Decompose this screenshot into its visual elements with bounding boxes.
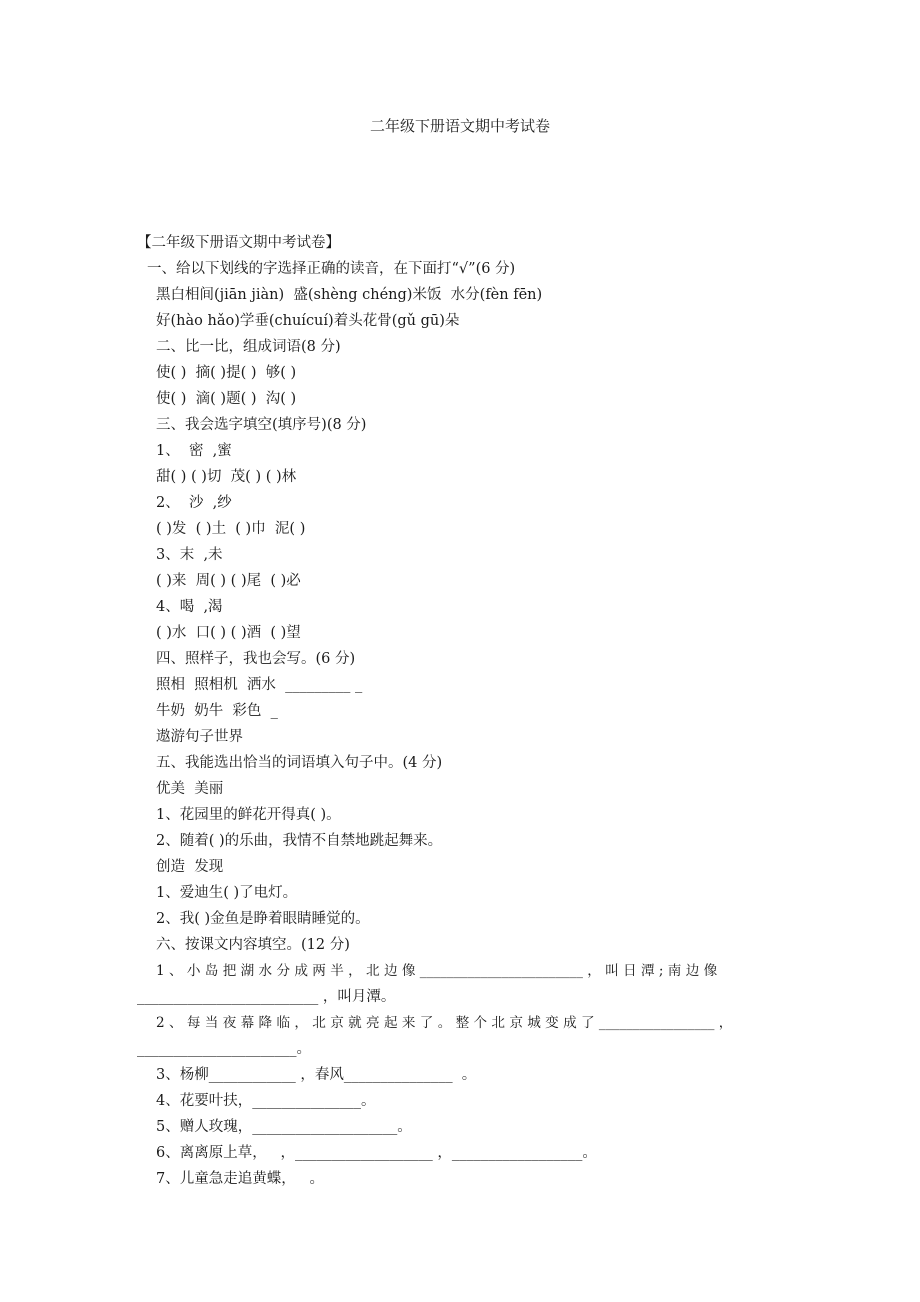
section-6-title: 六、按课文内容填空。(12 分)	[156, 937, 350, 953]
section-2-row-1: 使( ) 摘( )提( ) 够( )	[156, 365, 297, 381]
section-3-item-1-blanks: 甜( ) ( )切 茂( ) ( )林	[156, 469, 297, 485]
section-2-row-2: 使( ) 滴( )题( ) 沟( )	[156, 391, 297, 407]
section-6-q2-line-2: ______________________。	[137, 1041, 311, 1057]
section-6-q4: 4、花要叶扶，_______________。	[156, 1093, 376, 1109]
section-6-q5: 5、赠人玫瑰，____________________。	[156, 1119, 412, 1135]
section-5-sentence-1: 1、花园里的鲜花开得真( )。	[156, 807, 341, 823]
section-6-q2-line-1: 2 、 每 当 夜 幕 降 临 ， 北 京 就 亮 起 来 了 。 整 个 北 京 城 变 成 了 _________________ ，	[156, 1015, 733, 1031]
section-6-q1-line-1: 1 、 小 岛 把 湖 水 分 成 两 半 ， 北 边 像 ________________________ ， 叫 日 潭 ; 南 边 像	[156, 963, 718, 979]
section-4-row-2: 牛奶 奶牛 彩色 _	[156, 703, 278, 719]
section-3-item-2-blanks: ( )发 ( )土 ( )巾 泥( )	[156, 521, 306, 537]
section-4-row-1: 照相 照相机 洒水 _________ _	[156, 677, 363, 693]
section-5-words-2: 创造 发现	[156, 859, 224, 875]
section-1-row-2: 好(hào hǎo)学垂(chuícuí)着头花骨(gǔ gū)朵	[156, 313, 460, 329]
section-5-words-1: 优美 美丽	[156, 781, 224, 797]
section-2-title: 二、比一比，组成词语(8 分)	[156, 339, 341, 355]
page-title: 二年级下册语文期中考试卷	[369, 117, 550, 135]
document-heading: 【二年级下册语文期中考试卷】	[137, 235, 340, 251]
section-subtitle: 遨游句子世界	[156, 729, 243, 745]
section-6-q7: 7、儿童急走追黄蝶， 。	[156, 1171, 325, 1187]
section-3-item-3: 3、末 ,未	[156, 547, 223, 563]
section-1-row-1: 黑白相间(jiān jiàn) 盛(shèng chéng)米饭 水分(fèn fēn)	[156, 287, 543, 303]
section-3-item-4-blanks: ( )水 口( ) ( )酒 ( )望	[156, 625, 301, 641]
section-3-title: 三、我会选字填空(填序号)(8 分)	[156, 417, 367, 433]
section-3-item-2: 2、 沙 ,纱	[156, 495, 232, 511]
section-6-q3: 3、杨柳____________ ，春风_______________ 。	[156, 1067, 477, 1083]
section-6-q6: 6、离离原上草， ，___________________ ，__________________。	[156, 1145, 597, 1161]
section-5-sentence-3: 1、爱迪生( )了电灯。	[156, 885, 298, 901]
section-3-item-3-blanks: ( )来 周( ) ( )尾 ( )必	[156, 573, 301, 589]
section-5-sentence-4: 2、我( )金鱼是睁着眼睛睡觉的。	[156, 911, 370, 927]
section-3-item-1: 1、 密 ,蜜	[156, 443, 232, 459]
section-3-item-4: 4、喝 ,渴	[156, 599, 223, 615]
section-4-title: 四、照样子，我也会写。(6 分)	[156, 651, 356, 667]
section-5-title: 五、我能选出恰当的词语填入句子中。(4 分)	[156, 755, 443, 771]
document-body	[137, 230, 785, 1192]
section-1-title: 一、给以下划线的字选择正确的读音，在下面打“√”(6 分)	[147, 261, 516, 277]
section-5-sentence-2: 2、随着( )的乐曲，我情不自禁地跳起舞来。	[156, 833, 443, 849]
section-6-q1-line-2: _________________________ ，叫月潭。	[137, 989, 396, 1005]
